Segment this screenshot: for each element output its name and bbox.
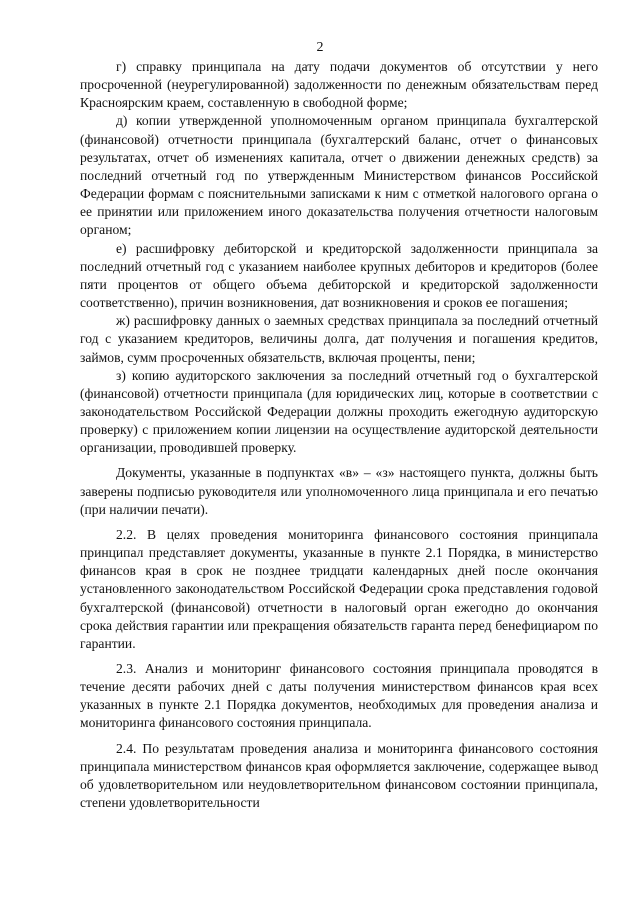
paragraph-item-zh: ж) расшифровку данных о заемных средствах принципала за последний отчетный год с указанием кредиторов, величины долга, дат получения и погашения кредитов, займов, сумм просроченных обязательств, включая проценты, пени;: [80, 313, 598, 365]
paragraph-item-z: з) копию аудиторского заключения за последний отчетный год о бухгалтерской (финансовой) отчетности принципала (для юридических лиц, которые в соответствии с законодательством Российской Федерации должны проходить ежегодную аудиторскую проверку) с приложением копии лицензии на осуществление аудиторской деятельности организации, проводившей проверку.: [80, 367, 598, 456]
paragraph-section-2-4: 2.4. По результатам проведения анализа и мониторинга финансового состояния принципала министерством финансов края оформляется заключение, содержащее вывод об удовлетворительном или неудовлетворительном финансовом состоянии принципала, степени удовлетворительности: [80, 740, 598, 811]
paragraph-documents-certification: Документы, указанные в подпунктах «в» – «з» настоящего пункта, должны быть заверены подписью руководителя или уполномоченного лица принципала и его печатью (при наличии печати).: [80, 465, 598, 517]
paragraph-section-2-3: 2.3. Анализ и мониторинг финансового состояния принципала проводятся в течение десяти рабочих дней с даты получения министерством финансов края всех указанных в пункте 2.1 Порядка документов, необходимых для проведения анализа и мониторинга финансового состояния принципала.: [80, 661, 598, 731]
paragraph-section-2-2: 2.2. В целях проведения мониторинга финансового состояния принципала принципал представляет документы, указанные в пункте 2.1 Порядка, в министерство финансов края в срок не позднее тридцати календарных дней после окончания установленного законодательством Российской Федерации срока представления годовой бухгалтерской (финансовой) отчетности в налоговый орган ежегодно до окончания срока действия гарантии или прекращения обязательств гаранта перед бенефициаром по гарантии.: [80, 526, 598, 651]
paragraph-item-g: г) справку принципала на дату подачи документов об отсутствии у него просроченной (неурегулированной) задолженности по денежным обязательствам перед Красноярским краем, составленную в свободной форме;: [80, 59, 598, 111]
paragraph-item-e: е) расшифровку дебиторской и кредиторской задолженности принципала за последний отчетный год с указанием наиболее крупных дебиторов и кредиторов (более пяти процентов от общего объема дебиторской и кредиторской задолженности соответственно), причин возникновения, дат возникновения и сроков ее погашения;: [80, 240, 598, 311]
page-number: 2: [316, 40, 324, 55]
paragraph-item-d: д) копии утвержденной уполномоченным органом принципала бухгалтерской (финансовой) отчетности принципала (бухгалтерский баланс, отчет о финансовых результатах, отчет об изменениях капитала, отчет о движении денежных средств) за последний отчетный год по утвержденным Министерством финансов Российской Федерации формам с пояснительными записками к ним с отметкой налогового органа о ее принятии или приложением иного доказательства получения отчетности налоговым органом;: [80, 113, 598, 238]
document-body: [80, 58, 598, 812]
